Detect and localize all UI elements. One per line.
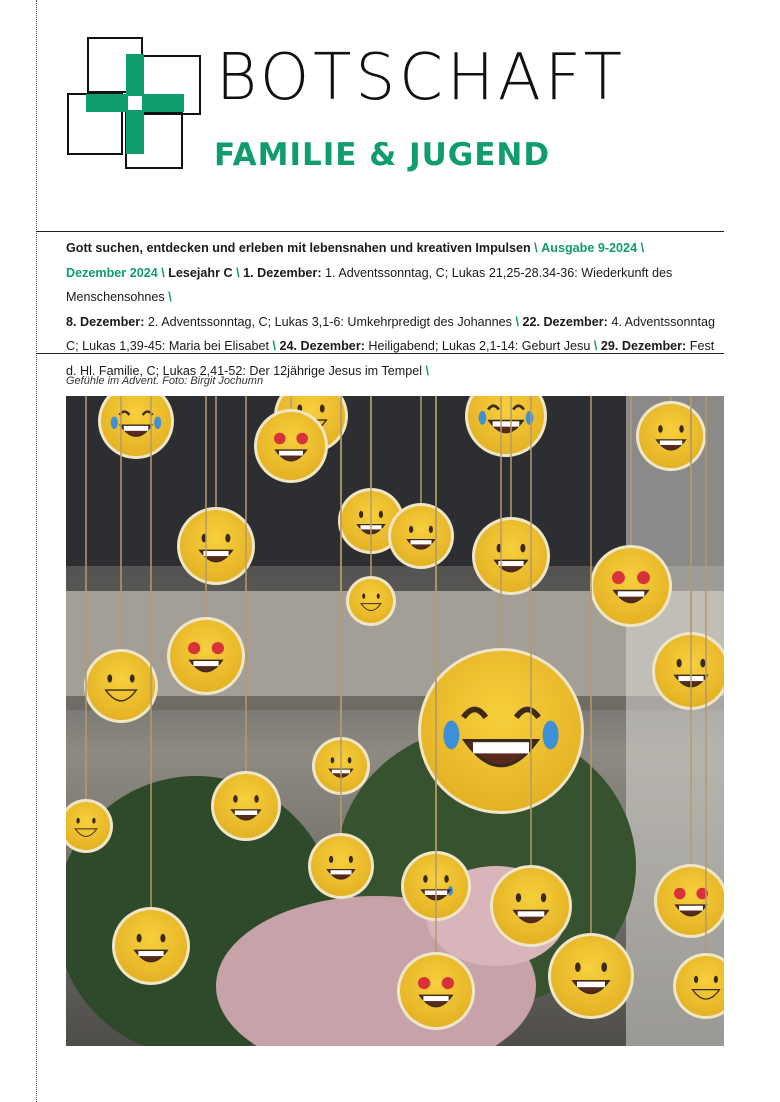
- entry-text: Fest d. Hl. Familie, C; Lukas 2,41-52: Der 12jährige Jesus im Tempel: [66, 339, 715, 378]
- entry-date: 22. Dezember:: [522, 314, 608, 329]
- photo-caption: Gefühle im Advent. Foto: Birgit Jochumn: [66, 375, 264, 387]
- bottom-divider: [36, 353, 724, 354]
- entry-date: 1. Dezember:: [243, 265, 322, 280]
- top-divider: [36, 231, 724, 232]
- lesejahr: Lesejahr C: [168, 265, 233, 280]
- entry-date: 8. Dezember:: [66, 314, 145, 329]
- magazine-subtitle: FAMILIE & JUGEND: [214, 137, 551, 173]
- entry-date: 24. Dezember:: [279, 339, 365, 353]
- entry-text: Heiligabend; Lukas 2,1-14: Geburt Jesu: [368, 339, 591, 353]
- dotted-margin-line: [36, 0, 37, 1102]
- entry-text: 2. Adventssonntag, C; Lukas 3,1-6: Umkehrpredigt des Johannes: [147, 314, 512, 329]
- magazine-title: BOTSCHAFT: [216, 41, 626, 115]
- entry-date: 29. Dezember:: [600, 339, 687, 353]
- issue-number: Ausgabe 9-2024: [541, 241, 638, 255]
- tagline: Gott suchen, entdecken und erleben mit lebensnahen und kreativen Impulsen: [66, 241, 531, 255]
- entry-text: 1. Adventssonntag, C; Lukas 21,25-28.34-36: Wiederkunft des Menschensohnes: [66, 265, 673, 304]
- cross-logo-icon: [66, 36, 206, 171]
- issue-contents: Gott suchen, entdecken und erleben mit lebensnahen und kreativen Impulsen \ Ausgabe 9-2024 \ Dezember 2024 \ Lesejahr C \ 1. Dezember: 1. Adventssonntag, C; Lukas 21,25-28.34-36: Wiederkunft des Menschensohnes \ 8. Dezember: 2. Adventssonntag, C; Lukas 3,1-6: Umkehrpredigt des Johannes \ 22. Dezember: 4. Adventssonntag C; Lukas 1,39-45: Maria bei Elisabet \ 24. Dezember: Heiligabend; Lukas 2,1-14: Geburt Jesu \ 29. Dezember: Fest d. Hl. Familie, C; Lukas 2,41-52: Der 12jährige Jesus im Tempel \: [66, 241, 715, 378]
- entry-text: 4. Adventssonntag C; Lukas 1,39-45: Maria bei Elisabet: [66, 314, 715, 353]
- emoji-ornaments-photo: [66, 396, 724, 1046]
- issue-month: Dezember 2024: [66, 265, 158, 280]
